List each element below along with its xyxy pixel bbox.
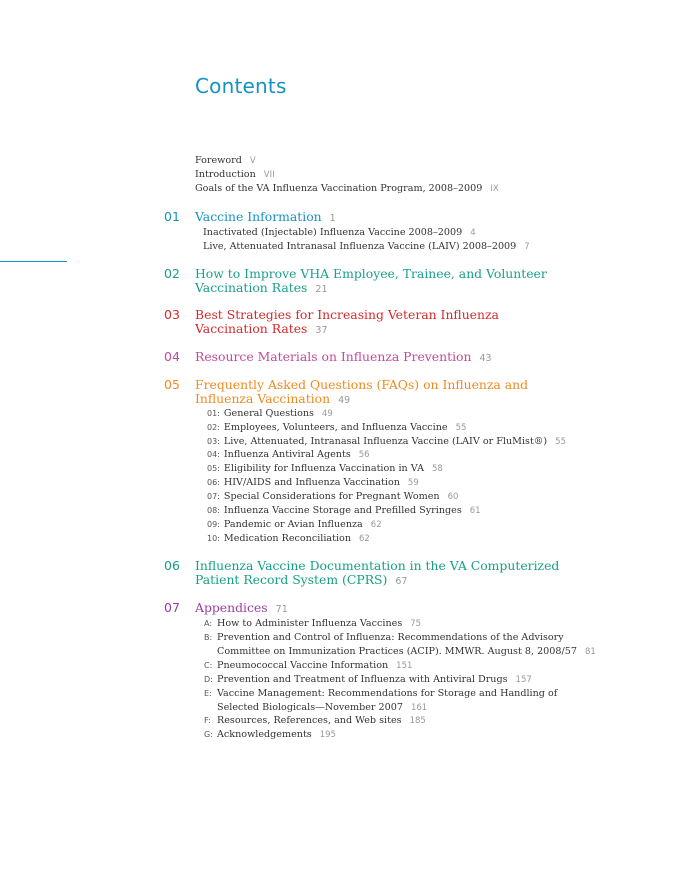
- appendix-entry[interactable]: G: Acknowledgements 195: [204, 729, 336, 740]
- faq-subentry[interactable]: 06: HIV/AIDS and Influenza Vaccination 59: [207, 477, 419, 488]
- chapter-number: 02: [164, 266, 180, 281]
- chapter-number: 03: [164, 307, 180, 322]
- appendix-entry[interactable]: C: Pneumococcal Vaccine Information 151: [204, 660, 413, 671]
- chapter-number: 04: [164, 349, 180, 364]
- chapter-title-cprs-documentation[interactable]: Influenza Vaccine Documentation in the VA Computerized Patient Record System (CPRS) 67: [195, 558, 560, 587]
- appendix-entry[interactable]: B: Prevention and Control of Influenza: Recommendations of the Advisory Committee on Immunization Practices (ACIP). MMWR. August 8, 2008/57 81: [204, 632, 596, 657]
- toc-entry-foreword[interactable]: Foreword V: [195, 155, 256, 166]
- chapter-title-faqs[interactable]: Frequently Asked Questions (FAQs) on Influenza and Influenza Vaccination 49: [195, 377, 529, 406]
- chapter-title-veteran-strategies[interactable]: Best Strategies for Increasing Veteran Influenza Vaccination Rates 37: [195, 307, 499, 336]
- faq-subentry[interactable]: 09: Pandemic or Avian Influenza 62: [207, 519, 382, 530]
- chapter-title-appendices[interactable]: Appendices 71: [195, 600, 288, 615]
- chapter-title-vaccine-information[interactable]: Vaccine Information 1: [195, 209, 336, 224]
- faq-subentry[interactable]: 02: Employees, Volunteers, and Influenza Vaccine 55: [207, 422, 467, 433]
- faq-subentry[interactable]: 10: Medication Reconciliation 62: [207, 533, 370, 544]
- chapter-number: 05: [164, 377, 180, 392]
- toc-entry-goals[interactable]: Goals of the VA Influenza Vaccination Program, 2008–2009 IX: [195, 183, 499, 194]
- toc-entry-introduction[interactable]: Introduction VII: [195, 169, 275, 180]
- chapter-number: 07: [164, 600, 180, 615]
- appendix-entry[interactable]: E: Vaccine Management: Recommendations for Storage and Handling of Selected Biologicals—November 2007 161: [204, 688, 558, 713]
- appendix-entry[interactable]: A: How to Administer Influenza Vaccines 75: [204, 618, 422, 629]
- faq-subentry[interactable]: 08: Influenza Vaccine Storage and Prefilled Syringes 61: [207, 505, 481, 516]
- faq-subentry[interactable]: 03: Live, Attenuated, Intranasal Influenza Vaccine (LAIV or FluMist®) 55: [207, 436, 566, 447]
- chapter-title-resource-materials[interactable]: Resource Materials on Influenza Prevention 43: [195, 349, 492, 364]
- chapter-number: 01: [164, 209, 180, 224]
- appendix-entry[interactable]: D: Prevention and Treatment of Influenza with Antiviral Drugs 157: [204, 674, 532, 685]
- faq-subentry[interactable]: 07: Special Considerations for Pregnant Women 60: [207, 491, 459, 502]
- divider-rule: [0, 261, 67, 262]
- faq-subentry[interactable]: 04: Influenza Antiviral Agents 56: [207, 449, 370, 460]
- appendix-entry[interactable]: F: Resources, References, and Web sites 185: [204, 715, 426, 726]
- toc-subentry[interactable]: Inactivated (Injectable) Influenza Vaccine 2008–2009 4: [203, 227, 476, 238]
- chapter-title-employee-vaccination[interactable]: How to Improve VHA Employee, Trainee, and Volunteer Vaccination Rates 21: [195, 266, 547, 295]
- toc-subentry[interactable]: Live, Attenuated Intranasal Influenza Vaccine (LAIV) 2008–2009 7: [203, 241, 530, 252]
- faq-subentry[interactable]: 01: General Questions 49: [207, 408, 333, 419]
- page-title: Contents: [195, 74, 287, 98]
- faq-subentry[interactable]: 05: Eligibility for Influenza Vaccination in VA 58: [207, 463, 443, 474]
- chapter-number: 06: [164, 558, 180, 573]
